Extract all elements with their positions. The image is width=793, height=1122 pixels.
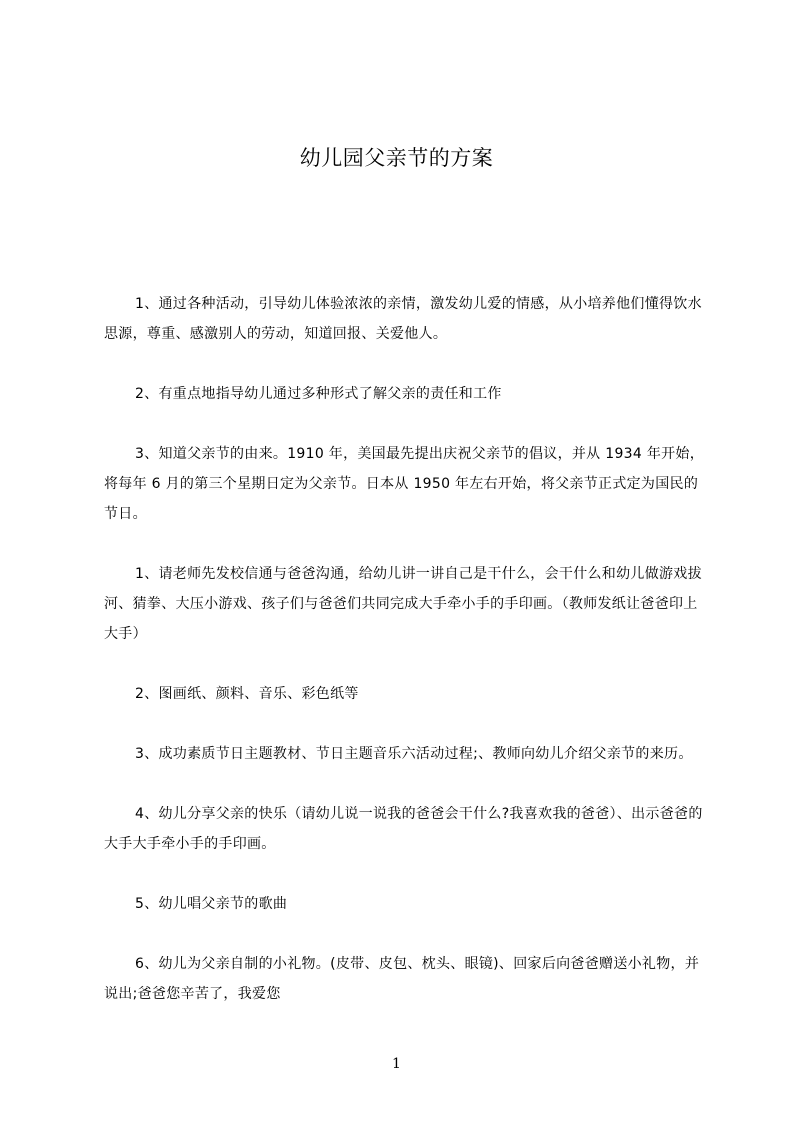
- paragraph-5: 2、图画纸、颜料、音乐、彩色纸等: [135, 686, 359, 702]
- page-number: 1: [392, 1056, 401, 1072]
- paragraph-6: 3、成功素质节日主题教材、节日主题音乐六活动过程;、教师向幼儿介绍父亲节的来历。: [135, 746, 693, 762]
- paragraph-1: 1、通过各种活动，引导幼儿体验浓浓的亲情，激发幼儿爱的情感，从小培养他们懂得饮水思源，尊重、感激别人的劳动，知道回报、关爱他人。: [104, 296, 702, 342]
- document-body: [104, 289, 710, 1009]
- document-title: 幼儿园父亲节的方案: [299, 146, 494, 170]
- paragraph-2: 2、有重点地指导幼儿通过多种形式了解父亲的责任和工作: [135, 386, 502, 402]
- paragraph-3: 3、知道父亲节的由来。1910 年，美国最先提出庆祝父亲节的倡议，并从 1934 年开始，将每年 6 月的第三个星期日定为父亲节。日本从 1950 年左右开始，将父亲节正式定为国民的节日。: [104, 446, 705, 522]
- paragraph-8: 5、幼儿唱父亲节的歌曲: [135, 896, 288, 912]
- paragraph-7: 4、幼儿分享父亲的快乐（请幼儿说一说我的爸爸会干什么?我喜欢我的爸爸）、出示爸爸的大手大手牵小手的手印画。: [104, 806, 703, 852]
- paragraph-4: 1、请老师先发校信通与爸爸沟通，给幼儿讲一讲自己是干什么，会干什么和幼儿做游戏拔河、猜拳、大压小游戏、孩子们与爸爸们共同完成大手牵小手的手印画。（教师发纸让爸爸印上大手）: [104, 566, 702, 642]
- paragraph-9: 6、幼儿为父亲自制的小礼物。(皮带、皮包、枕头、眼镜)、回家后向爸爸赠送小礼物，并说出;爸爸您辛苦了，我爱您: [104, 956, 700, 1002]
